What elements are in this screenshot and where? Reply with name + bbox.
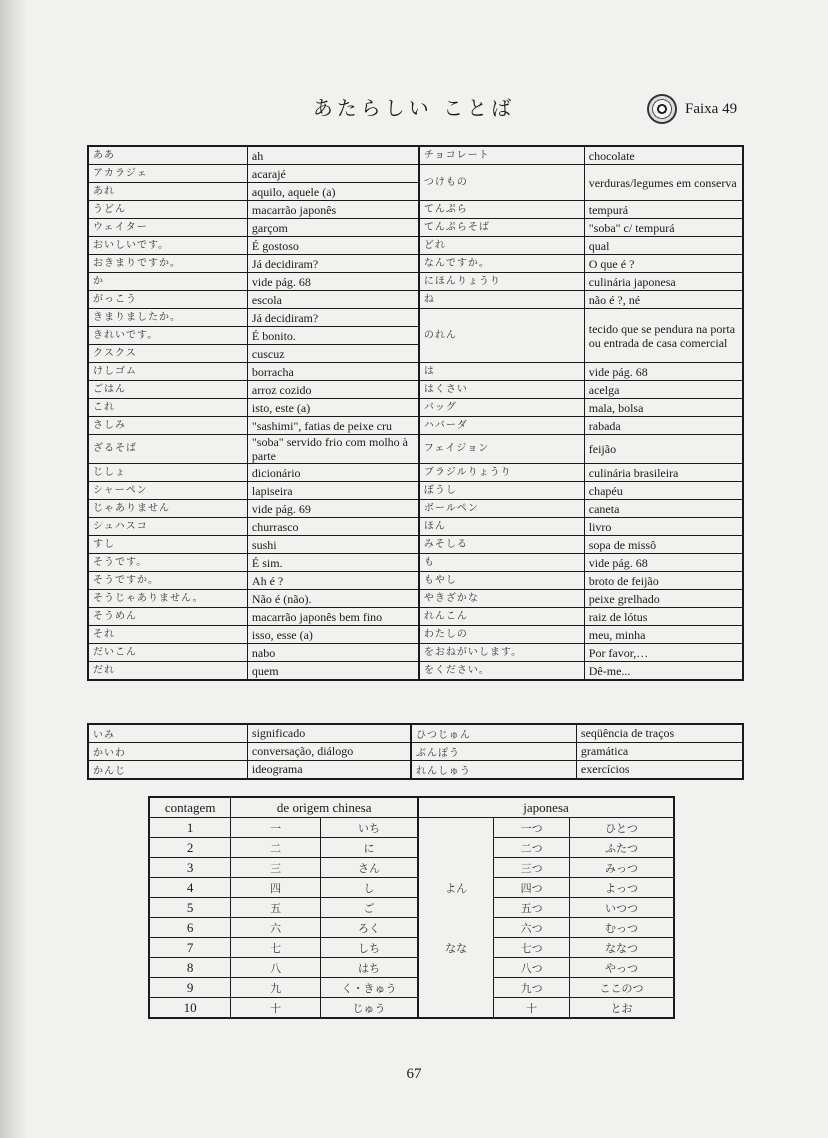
counting-row [149, 998, 674, 1019]
vocab-japanese-term: もやし [419, 572, 584, 590]
vocab-portuguese-meaning: meu, minha [584, 626, 743, 644]
vocab-row [88, 644, 743, 662]
vocab-row [88, 399, 743, 417]
vocab-japanese-term: みそしる [419, 536, 584, 554]
vocab-japanese-term: チョコレート [419, 146, 584, 165]
chinese-reading: し [320, 878, 418, 898]
vocab-row [88, 219, 743, 237]
chinese-reading: さん [320, 858, 418, 878]
vocab-portuguese-meaning: vide pág. 68 [584, 363, 743, 381]
alternate-reading [418, 918, 494, 938]
vocab-japanese-term: おいしいです。 [88, 237, 247, 255]
vocab-portuguese-meaning: Ah é ? [247, 572, 418, 590]
vocab-row [88, 201, 743, 219]
vocab-japanese-term: そうめん [88, 608, 247, 626]
japanese-reading: よっつ [569, 878, 674, 898]
alternate-reading [418, 978, 494, 998]
vocab-row [88, 662, 743, 681]
japanese-reading: とお [569, 998, 674, 1019]
vocab-row [88, 608, 743, 626]
header-contagem: contagem [149, 797, 231, 818]
vocab-portuguese-meaning: qual [584, 237, 743, 255]
vocab-japanese-term: これ [88, 399, 247, 417]
vocab-row [88, 291, 743, 309]
chinese-kanji: 五 [231, 898, 321, 918]
extra-portuguese-meaning: exercícios [576, 761, 743, 780]
chinese-reading: しち [320, 938, 418, 958]
vocab-japanese-term: も [419, 554, 584, 572]
vocab-portuguese-meaning: mala, bolsa [584, 399, 743, 417]
chinese-reading: に [320, 838, 418, 858]
vocab-japanese-term: おきまりですか。 [88, 255, 247, 273]
vocab-japanese-term: すし [88, 536, 247, 554]
japanese-kanji: 三つ [494, 858, 570, 878]
vocab-row [88, 626, 743, 644]
japanese-reading: ここのつ [569, 978, 674, 998]
vocab-portuguese-meaning: acelga [584, 381, 743, 399]
chinese-kanji: 十 [231, 998, 321, 1019]
count-number: 10 [149, 998, 231, 1019]
alternate-reading [418, 998, 494, 1019]
japanese-kanji: 二つ [494, 838, 570, 858]
vocab-row [88, 237, 743, 255]
counting-row [149, 898, 674, 918]
vocab-row [88, 417, 743, 435]
vocab-portuguese-meaning: acarajé [247, 165, 418, 183]
vocab-japanese-term: れんこん [419, 608, 584, 626]
vocab-portuguese-meaning: nabo [247, 644, 418, 662]
counting-row [149, 878, 674, 898]
vocab-portuguese-meaning: É gostoso [247, 237, 418, 255]
vocab-japanese-term: うどん [88, 201, 247, 219]
counting-table [148, 796, 675, 1019]
japanese-kanji: 十 [494, 998, 570, 1019]
japanese-kanji: 六つ [494, 918, 570, 938]
vocab-japanese-term: フェイジョン [419, 435, 584, 464]
vocab-japanese-term: あれ [88, 183, 247, 201]
vocab-portuguese-meaning: não é ?, né [584, 291, 743, 309]
vocab-japanese-term: てんぷら [419, 201, 584, 219]
extra-portuguese-meaning: significado [247, 724, 411, 743]
japanese-kanji: 九つ [494, 978, 570, 998]
vocab-portuguese-meaning: Dê-me... [584, 662, 743, 681]
japanese-reading: いつつ [569, 898, 674, 918]
vocab-japanese-term: だいこん [88, 644, 247, 662]
counting-row [149, 938, 674, 958]
vocab-portuguese-meaning: chapéu [584, 482, 743, 500]
vocab-portuguese-meaning: "soba" c/ tempurá [584, 219, 743, 237]
vocab-japanese-term: ハバーダ [419, 417, 584, 435]
extra-portuguese-meaning: seqüência de traços [576, 724, 743, 743]
alternate-reading [418, 898, 494, 918]
header-japanese: japonesa [418, 797, 674, 818]
japanese-reading: ななつ [569, 938, 674, 958]
vocab-japanese-term: ごはん [88, 381, 247, 399]
extra-term-row [88, 761, 743, 780]
extra-portuguese-meaning: conversação, diálogo [247, 743, 411, 761]
vocab-japanese-term: クスクス [88, 345, 247, 363]
chinese-kanji: 四 [231, 878, 321, 898]
extra-japanese-term: ひつじゅん [411, 724, 576, 743]
vocab-japanese-term: アカラジェ [88, 165, 247, 183]
chinese-kanji: 三 [231, 858, 321, 878]
japanese-reading: むっつ [569, 918, 674, 938]
vocab-japanese-term: じしょ [88, 464, 247, 482]
vocab-row [88, 165, 743, 183]
vocab-japanese-term: か [88, 273, 247, 291]
japanese-reading: ふたつ [569, 838, 674, 858]
vocab-japanese-term: がっこう [88, 291, 247, 309]
vocab-portuguese-meaning: culinária brasileira [584, 464, 743, 482]
vocab-portuguese-meaning: lapiseira [247, 482, 418, 500]
extra-japanese-term: かいわ [88, 743, 247, 761]
vocab-portuguese-meaning: "sashimi", fatias de peixe cru [247, 417, 418, 435]
vocab-japanese-term: ボールペン [419, 500, 584, 518]
chinese-reading: じゅう [320, 998, 418, 1019]
extra-japanese-term: いみ [88, 724, 247, 743]
vocab-row [88, 590, 743, 608]
extra-terms-table [87, 723, 744, 780]
extra-portuguese-meaning: ideograma [247, 761, 411, 780]
chinese-reading: く・きゅう [320, 978, 418, 998]
chinese-kanji: 九 [231, 978, 321, 998]
count-number: 2 [149, 838, 231, 858]
vocab-japanese-term: なんですか。 [419, 255, 584, 273]
page-title: あたらしい ことば [312, 96, 516, 120]
chinese-reading: ご [320, 898, 418, 918]
japanese-reading: みっつ [569, 858, 674, 878]
vocab-portuguese-meaning: chocolate [584, 146, 743, 165]
vocab-portuguese-meaning: peixe grelhado [584, 590, 743, 608]
vocab-portuguese-meaning: macarrão japonês bem fino [247, 608, 418, 626]
japanese-reading: やっつ [569, 958, 674, 978]
vocab-row [88, 273, 743, 291]
vocab-row [88, 500, 743, 518]
vocab-portuguese-meaning: É sim. [247, 554, 418, 572]
extra-term-row [88, 743, 743, 761]
alternate-reading: よん [418, 878, 494, 898]
alternate-reading [418, 838, 494, 858]
vocab-portuguese-meaning: quem [247, 662, 418, 681]
vocab-row [88, 146, 743, 165]
vocab-portuguese-meaning: vide pág. 68 [584, 554, 743, 572]
vocab-japanese-term: にほんりょうり [419, 273, 584, 291]
vocab-japanese-term: さしみ [88, 417, 247, 435]
vocab-row [88, 536, 743, 554]
vocab-row [88, 309, 743, 327]
japanese-kanji: 七つ [494, 938, 570, 958]
alternate-reading: なな [418, 938, 494, 958]
vocab-japanese-term: それ [88, 626, 247, 644]
counting-row [149, 978, 674, 998]
vocab-portuguese-meaning: Já decidiram? [247, 255, 418, 273]
japanese-kanji: 八つ [494, 958, 570, 978]
vocab-japanese-term: てんぷらそば [419, 219, 584, 237]
vocab-row [88, 464, 743, 482]
vocab-portuguese-meaning: arroz cozido [247, 381, 418, 399]
vocab-japanese-term: シュハスコ [88, 518, 247, 536]
vocab-row [88, 363, 743, 381]
chinese-kanji: 二 [231, 838, 321, 858]
vocab-portuguese-meaning: broto de feijão [584, 572, 743, 590]
count-number: 7 [149, 938, 231, 958]
audio-track-label [647, 94, 737, 124]
vocab-row [88, 255, 743, 273]
vocab-portuguese-meaning: dicionário [247, 464, 418, 482]
vocab-portuguese-meaning: Já decidiram? [247, 309, 418, 327]
vocab-portuguese-meaning: isto, este (a) [247, 399, 418, 417]
chinese-reading: はち [320, 958, 418, 978]
vocab-portuguese-meaning: É bonito. [247, 327, 418, 345]
japanese-reading: ひとつ [569, 818, 674, 838]
count-number: 4 [149, 878, 231, 898]
vocab-portuguese-meaning: sopa de missô [584, 536, 743, 554]
vocab-japanese-term: そうですか。 [88, 572, 247, 590]
chinese-kanji: 八 [231, 958, 321, 978]
vocab-japanese-term: のれん [419, 309, 584, 363]
vocab-portuguese-meaning: livro [584, 518, 743, 536]
vocab-row [88, 482, 743, 500]
vocab-japanese-term: どれ [419, 237, 584, 255]
chinese-kanji: 一 [231, 818, 321, 838]
extra-term-row [88, 724, 743, 743]
count-number: 1 [149, 818, 231, 838]
vocab-portuguese-meaning: feijão [584, 435, 743, 464]
count-number: 5 [149, 898, 231, 918]
vocab-portuguese-meaning: vide pág. 68 [247, 273, 418, 291]
vocab-portuguese-meaning: aquilo, aquele (a) [247, 183, 418, 201]
vocab-japanese-term: シャーペン [88, 482, 247, 500]
vocab-japanese-term: きまりましたか。 [88, 309, 247, 327]
header-chinese-origin: de origem chinesa [231, 797, 418, 818]
vocab-japanese-term: つけもの [419, 165, 584, 201]
vocab-portuguese-meaning: sushi [247, 536, 418, 554]
japanese-kanji: 四つ [494, 878, 570, 898]
counting-row [149, 958, 674, 978]
vocab-japanese-term: じゃありません [88, 500, 247, 518]
counting-header-row [149, 797, 674, 818]
vocab-portuguese-meaning: "soba" servido frio com molho à parte [247, 435, 418, 464]
vocab-japanese-term: けしゴム [88, 363, 247, 381]
alternate-reading [418, 858, 494, 878]
vocab-japanese-term: きれいです。 [88, 327, 247, 345]
japanese-kanji: 一つ [494, 818, 570, 838]
vocabulary-table [87, 145, 744, 681]
count-number: 9 [149, 978, 231, 998]
vocab-portuguese-meaning: Não é (não). [247, 590, 418, 608]
chinese-reading: ろく [320, 918, 418, 938]
vocab-japanese-term: ぼうし [419, 482, 584, 500]
extra-japanese-term: れんしゅう [411, 761, 576, 780]
vocab-row [88, 572, 743, 590]
vocab-japanese-term: をください。 [419, 662, 584, 681]
vocab-portuguese-meaning: tecido que se pendura na porta ou entrada de casa comercial [584, 309, 743, 363]
vocab-portuguese-meaning: ah [247, 146, 418, 165]
vocab-portuguese-meaning: Por favor,… [584, 644, 743, 662]
counting-row [149, 838, 674, 858]
alternate-reading [418, 958, 494, 978]
vocab-japanese-term: だれ [88, 662, 247, 681]
vocab-japanese-term: やきざかな [419, 590, 584, 608]
vocab-portuguese-meaning: garçom [247, 219, 418, 237]
count-number: 8 [149, 958, 231, 978]
vocab-row [88, 518, 743, 536]
vocab-portuguese-meaning: rabada [584, 417, 743, 435]
chinese-kanji: 六 [231, 918, 321, 938]
vocab-portuguese-meaning: O que é ? [584, 255, 743, 273]
vocab-japanese-term: は [419, 363, 584, 381]
counting-row [149, 858, 674, 878]
vocab-japanese-term: そうです。 [88, 554, 247, 572]
vocab-japanese-term: そうじゃありません。 [88, 590, 247, 608]
extra-portuguese-meaning: gramática [576, 743, 743, 761]
count-number: 3 [149, 858, 231, 878]
vocab-portuguese-meaning: culinária japonesa [584, 273, 743, 291]
counting-row [149, 918, 674, 938]
vocab-japanese-term: ウェイター [88, 219, 247, 237]
vocab-japanese-term: ね [419, 291, 584, 309]
book-spine-shadow [0, 0, 26, 1138]
page-number: 67 [406, 1066, 422, 1082]
vocab-portuguese-meaning: cuscuz [247, 345, 418, 363]
counting-row [149, 818, 674, 838]
alternate-reading [418, 818, 494, 838]
vocab-row [88, 381, 743, 399]
vocab-portuguese-meaning: macarrão japonês [247, 201, 418, 219]
vocab-row [88, 554, 743, 572]
vocab-japanese-term: ブラジルりょうり [419, 464, 584, 482]
vocab-portuguese-meaning: borracha [247, 363, 418, 381]
vocab-japanese-term: をおねがいします。 [419, 644, 584, 662]
vocab-portuguese-meaning: verduras/legumes em conserva [584, 165, 743, 201]
vocab-japanese-term: ざるそば [88, 435, 247, 464]
vocab-row [88, 435, 743, 464]
vocab-portuguese-meaning: escola [247, 291, 418, 309]
extra-japanese-term: かんじ [88, 761, 247, 780]
vocab-portuguese-meaning: isso, esse (a) [247, 626, 418, 644]
vocab-portuguese-meaning: tempurá [584, 201, 743, 219]
vocab-portuguese-meaning: vide pág. 69 [247, 500, 418, 518]
vocab-japanese-term: ほん [419, 518, 584, 536]
vocab-japanese-term: バッグ [419, 399, 584, 417]
chinese-kanji: 七 [231, 938, 321, 958]
vocab-japanese-term: わたしの [419, 626, 584, 644]
chinese-reading: いち [320, 818, 418, 838]
track-label: Faixa 49 [685, 100, 738, 117]
japanese-kanji: 五つ [494, 898, 570, 918]
extra-japanese-term: ぶんぽう [411, 743, 576, 761]
vocab-portuguese-meaning: caneta [584, 500, 743, 518]
vocab-portuguese-meaning: churrasco [247, 518, 418, 536]
vocab-japanese-term: はくさい [419, 381, 584, 399]
cd-icon [647, 94, 677, 124]
vocab-japanese-term: ああ [88, 146, 247, 165]
count-number: 6 [149, 918, 231, 938]
vocab-portuguese-meaning: raiz de lótus [584, 608, 743, 626]
